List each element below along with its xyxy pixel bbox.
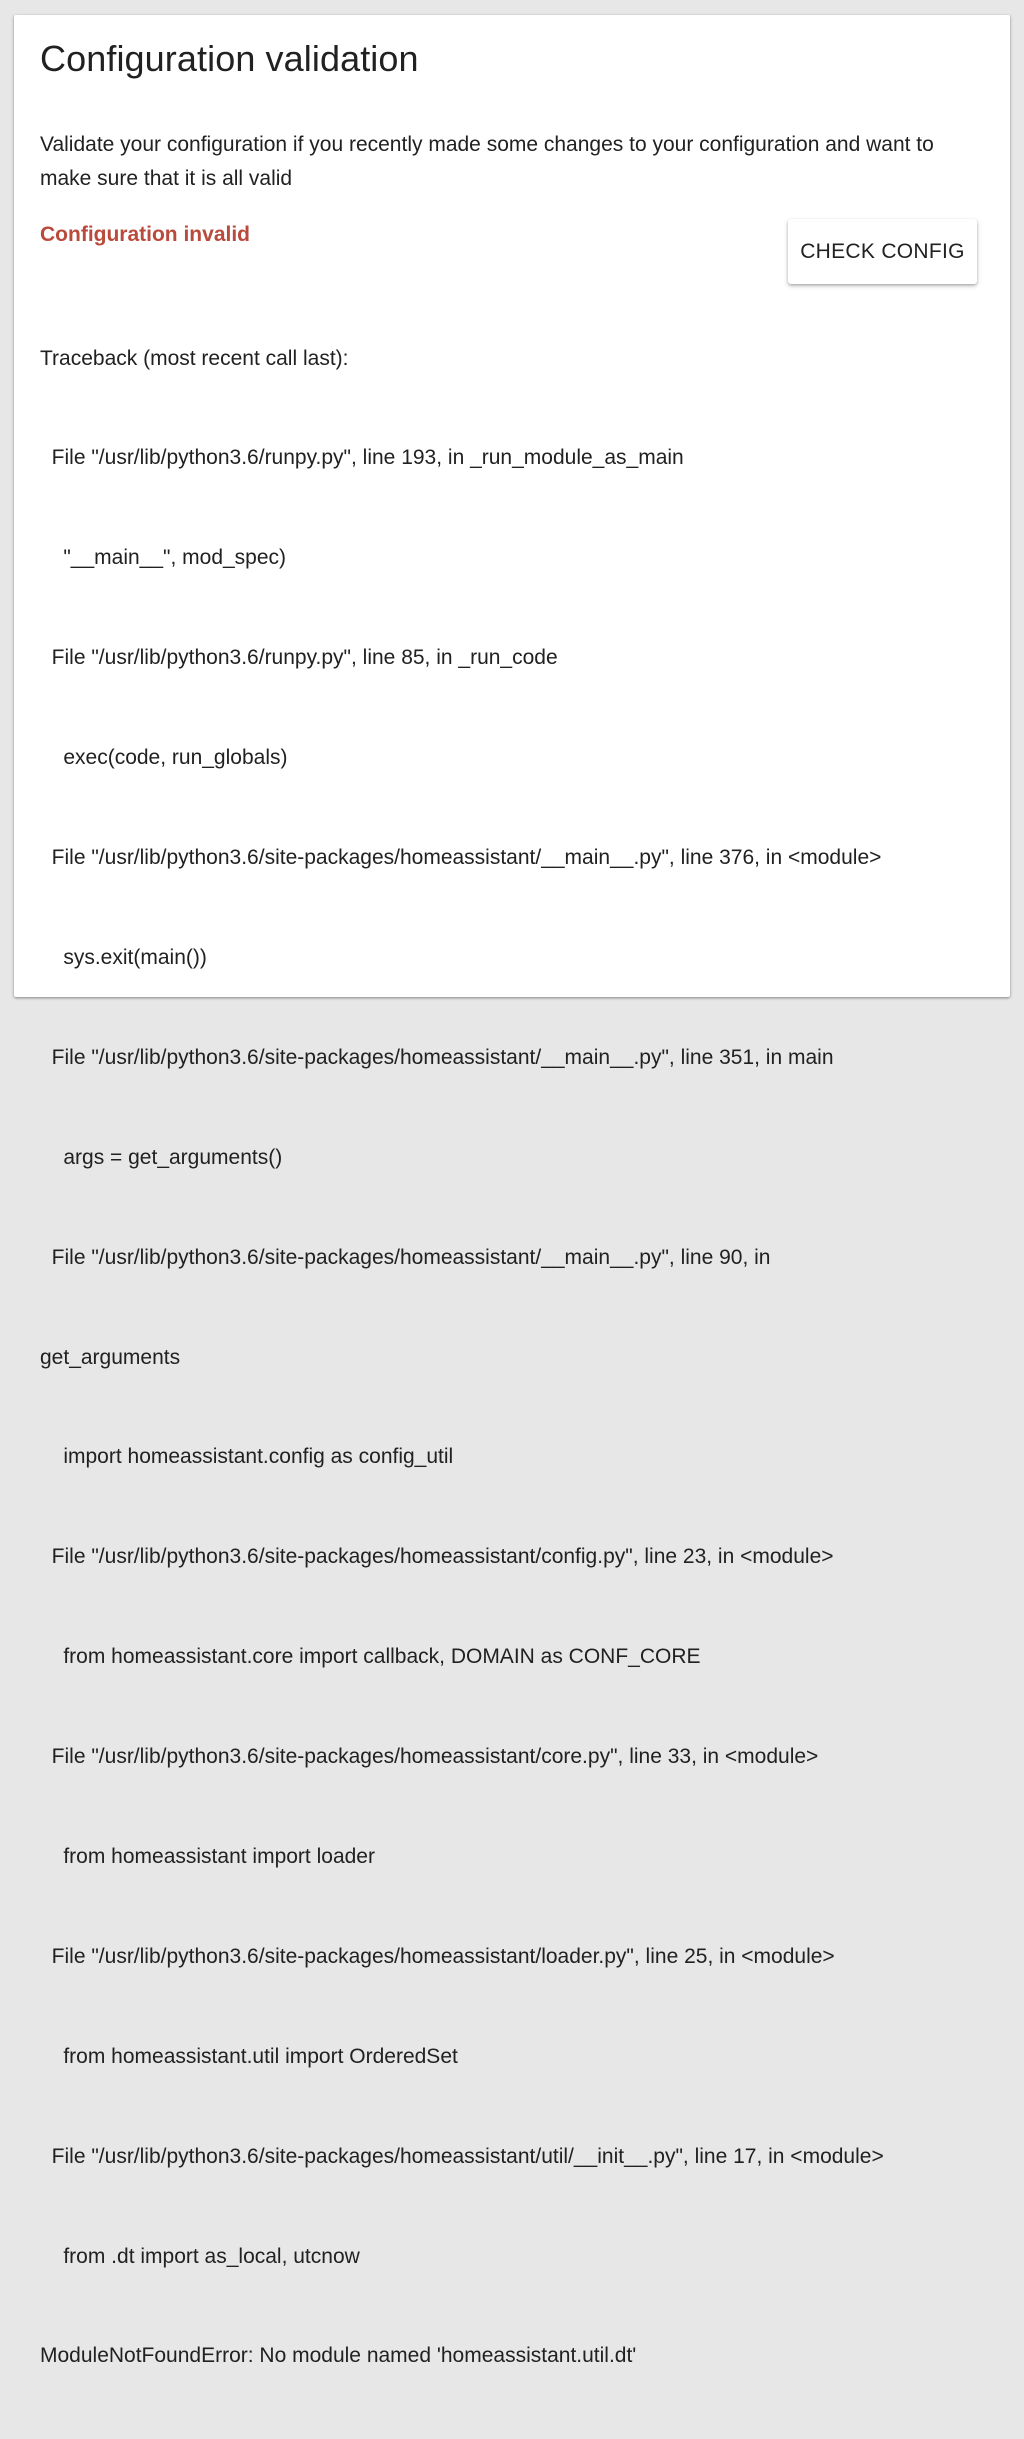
check-config-button[interactable]: CHECK CONFIG [788, 219, 977, 284]
traceback-error-line: ModuleNotFoundError: No module named 'homeassistant.util.dt' [40, 2344, 637, 2368]
traceback-line: File "/usr/lib/python3.6/site-packages/homeassistant/__main__.py", line 351, in main [40, 1045, 834, 1069]
card-title: Configuration validation [40, 38, 419, 79]
traceback-line: "__main__", mod_spec) [40, 546, 287, 570]
traceback-line: File "/usr/lib/python3.6/site-packages/homeassistant/loader.py", line 25, in <module> [40, 1944, 835, 1968]
traceback-line: from homeassistant.util import OrderedSet [40, 2044, 458, 2068]
traceback-line: Traceback (most recent call last): [40, 346, 349, 370]
traceback-line: File "/usr/lib/python3.6/site-packages/homeassistant/core.py", line 33, in <module> [40, 1745, 819, 1769]
config-validation-card [14, 15, 1010, 2368]
error-traceback [40, 275, 1000, 2439]
traceback-line: File "/usr/lib/python3.6/site-packages/homeassistant/__main__.py", line 376, in <module> [40, 846, 882, 870]
traceback-line: args = get_arguments() [40, 1145, 283, 1169]
traceback-line: get_arguments [40, 1345, 181, 1369]
traceback-line: from .dt import as_local, utcnow [40, 2244, 360, 2268]
traceback-line: File "/usr/lib/python3.6/runpy.py", line 85, in _run_code [40, 646, 558, 670]
traceback-line: import homeassistant.config as config_util [40, 1445, 454, 1469]
validation-status: Configuration invalid [40, 223, 250, 246]
traceback-line: from homeassistant import loader [40, 1844, 375, 1868]
card-description: Validate your configuration if you recently made some changes to your configuration and want to make sure that it is all valid [40, 133, 934, 190]
traceback-line: File "/usr/lib/python3.6/site-packages/homeassistant/util/__init__.py", line 17, in <module> [40, 2144, 884, 2168]
traceback-line: File "/usr/lib/python3.6/site-packages/homeassistant/__main__.py", line 90, in [40, 1245, 771, 1269]
traceback-line: from homeassistant.core import callback, DOMAIN as CONF_CORE [40, 1645, 701, 1669]
traceback-line: File "/usr/lib/python3.6/runpy.py", line 193, in _run_module_as_main [40, 446, 684, 470]
traceback-line: sys.exit(main()) [40, 945, 207, 969]
traceback-line: File "/usr/lib/python3.6/site-packages/homeassistant/config.py", line 23, in <module> [40, 1545, 834, 1569]
traceback-line: exec(code, run_globals) [40, 746, 288, 770]
